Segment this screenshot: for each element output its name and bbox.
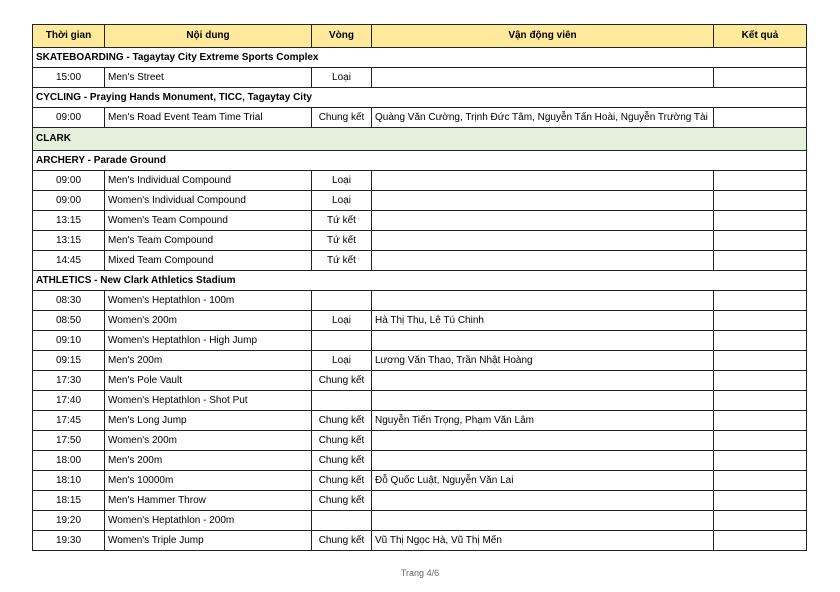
result-cell [714,391,807,411]
event-cell: Women's Heptathlon - 200m [105,511,312,531]
time-cell: 19:20 [33,511,105,531]
time-cell: 19:30 [33,531,105,551]
time-cell: 15:00 [33,68,105,88]
event-cell: Men's Road Event Team Time Trial [105,108,312,128]
time-cell: 09:00 [33,171,105,191]
athletes-cell: Lương Văn Thao, Trần Nhật Hoàng [372,351,714,371]
round-cell: Loại [312,171,372,191]
table-row [33,171,807,191]
venue-row [33,128,807,151]
athletes-cell [372,451,714,471]
athletes-cell [372,68,714,88]
result-cell [714,411,807,431]
event-cell: Women's Heptathlon - 100m [105,291,312,311]
athletes-cell [372,391,714,411]
athletes-cell [372,251,714,271]
time-cell: 18:15 [33,491,105,511]
round-cell: Tứ kết [312,231,372,251]
time-cell: 17:40 [33,391,105,411]
athletes-cell [372,171,714,191]
time-cell: 17:50 [33,431,105,451]
athletes-cell [372,291,714,311]
event-cell: Men's Hammer Throw [105,491,312,511]
section-title-skateboarding: SKATEBOARDING - Tagaytay City Extreme Sports Complex [33,48,807,68]
schedule-table [32,24,807,551]
round-cell: Chung kết [312,431,372,451]
result-cell [714,431,807,451]
section-title-athletics: ATHLETICS - New Clark Athletics Stadium [33,271,807,291]
athletes-cell [372,431,714,451]
time-cell: 08:50 [33,311,105,331]
header-result: Kết quả [714,25,807,48]
result-cell [714,471,807,491]
round-cell: Tứ kết [312,251,372,271]
section-archery-body [33,151,807,271]
time-cell: 09:15 [33,351,105,371]
event-cell: Men's Long Jump [105,411,312,431]
table-row [33,511,807,531]
athletes-cell: Đỗ Quốc Luật, Nguyễn Văn Lai [372,471,714,491]
round-cell: Tứ kết [312,211,372,231]
time-cell: 18:00 [33,451,105,471]
round-cell: Chung kết [312,451,372,471]
athletes-cell [372,331,714,351]
result-cell [714,108,807,128]
section-row [33,88,807,108]
round-cell [312,291,372,311]
round-cell: Chung kết [312,108,372,128]
table-row [33,331,807,351]
result-cell [714,511,807,531]
round-cell: Loại [312,68,372,88]
event-cell: Men's 200m [105,451,312,471]
table-row [33,68,807,88]
venue-title-clark: CLARK [33,128,807,151]
page-number: Trang 4/6 [400,568,440,578]
table-row [33,451,807,471]
athletes-cell: Vũ Thị Ngọc Hà, Vũ Thị Mến [372,531,714,551]
result-cell [714,311,807,331]
section-cycling-body [33,88,807,128]
athletes-cell: Nguyễn Tiến Trọng, Phạm Văn Lâm [372,411,714,431]
header-row [33,25,807,48]
table-row [33,531,807,551]
round-cell: Loại [312,351,372,371]
time-cell: 14:45 [33,251,105,271]
event-cell: Women's Individual Compound [105,191,312,211]
athletes-cell [372,511,714,531]
result-cell [714,68,807,88]
result-cell [714,191,807,211]
athletes-cell [372,211,714,231]
section-row [33,271,807,291]
result-cell [714,371,807,391]
table-row [33,108,807,128]
event-cell: Men's 10000m [105,471,312,491]
result-cell [714,331,807,351]
table-row [33,191,807,211]
header-time: Thời gian [33,25,105,48]
section-row [33,151,807,171]
round-cell: Chung kết [312,411,372,431]
result-cell [714,451,807,471]
event-cell: Women's Heptathlon - High Jump [105,331,312,351]
table-row [33,311,807,331]
event-cell: Women's Triple Jump [105,531,312,551]
event-cell: Men's Team Compound [105,231,312,251]
result-cell [714,211,807,231]
result-cell [714,531,807,551]
header-content: Nội dung [105,25,312,48]
table-row [33,391,807,411]
time-cell: 09:10 [33,331,105,351]
table-row [33,211,807,231]
event-cell: Women's 200m [105,431,312,451]
event-cell: Women's Team Compound [105,211,312,231]
time-cell: 17:45 [33,411,105,431]
round-cell [312,511,372,531]
round-cell: Chung kết [312,471,372,491]
round-cell [312,331,372,351]
time-cell: 18:10 [33,471,105,491]
table-row [33,291,807,311]
time-cell: 08:30 [33,291,105,311]
time-cell: 13:15 [33,211,105,231]
event-cell: Men's Pole Vault [105,371,312,391]
venue-clark-body [33,128,807,151]
header-round: Vòng [312,25,372,48]
table-row [33,351,807,371]
round-cell: Chung kết [312,531,372,551]
result-cell [714,171,807,191]
athletes-cell: Quàng Văn Cường, Trịnh Đức Tâm, Nguyễn Tấn Hoài, Nguyễn Trường Tài [372,108,714,128]
section-skateboarding-body [33,48,807,88]
table-row [33,411,807,431]
round-cell [312,391,372,411]
athletes-cell [372,491,714,511]
result-cell [714,351,807,371]
section-athletics-body [33,271,807,551]
time-cell: 13:15 [33,231,105,251]
result-cell [714,491,807,511]
table-row [33,231,807,251]
athletes-cell: Hà Thị Thu, Lê Tú Chinh [372,311,714,331]
table-row [33,471,807,491]
event-cell: Women's Heptathlon - Shot Put [105,391,312,411]
event-cell: Mixed Team Compound [105,251,312,271]
athletes-cell [372,371,714,391]
athletes-cell [372,231,714,251]
section-row [33,48,807,68]
table-row [33,491,807,511]
table-row [33,431,807,451]
table-row [33,371,807,391]
result-cell [714,291,807,311]
round-cell: Loại [312,311,372,331]
result-cell [714,251,807,271]
event-cell: Men's Individual Compound [105,171,312,191]
table-row [33,251,807,271]
time-cell: 09:00 [33,191,105,211]
event-cell: Men's 200m [105,351,312,371]
header-athletes: Vận động viên [372,25,714,48]
round-cell: Chung kết [312,491,372,511]
athletes-cell [372,191,714,211]
result-cell [714,231,807,251]
event-cell: Women's 200m [105,311,312,331]
round-cell: Chung kết [312,371,372,391]
time-cell: 17:30 [33,371,105,391]
section-title-cycling: CYCLING - Praying Hands Monument, TICC, Tagaytay City [33,88,807,108]
event-cell: Men's Street [105,68,312,88]
round-cell: Loại [312,191,372,211]
section-title-archery: ARCHERY - Parade Ground [33,151,807,171]
time-cell: 09:00 [33,108,105,128]
